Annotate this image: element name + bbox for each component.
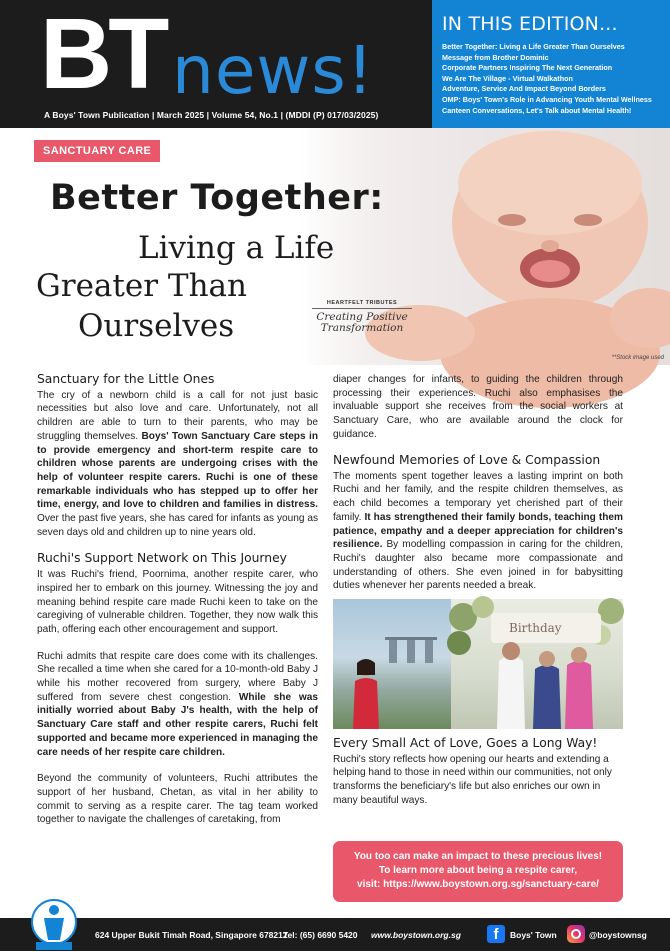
in-this-edition-panel	[432, 0, 670, 128]
heartfelt-tributes-badge	[312, 300, 412, 346]
edition-heading: IN THIS EDITION...	[442, 13, 618, 35]
marina-bay-sands-icon	[381, 633, 441, 663]
edition-item[interactable]: Better Together: Living a Life Greater Than Ourselves	[442, 42, 625, 51]
bt-news-logo	[40, 0, 430, 110]
article-right-column	[333, 373, 623, 821]
text-run: Over the past five years, she has cared for infants as young as seven days old and children up to nine years old.	[37, 513, 318, 538]
footer-instagram-link[interactable]: @boystownsg	[589, 930, 647, 940]
facebook-icon[interactable]: f	[487, 925, 505, 943]
family-photo	[333, 599, 623, 729]
edition-item[interactable]: Canteen Conversations, Let's Talk about Mental Health!	[442, 105, 632, 115]
footer-website-link[interactable]: www.boystown.org.sg	[371, 930, 461, 940]
bold-text: Boys' Town Sanctuary Care steps in to provide emergency and short-term respite care to children whose parents are undergoing crises with the help of volunteer respite carers. Ruchi is one of these remarkable individuals who has stepped up to offer her time, energy, and love to children and families in distress.	[37, 430, 319, 511]
hero-section	[0, 128, 670, 365]
publication-line: A Boys' Town Publication | March 2025 | Volume 54, No.1 | (MDDI (P) 017/03/2025)	[44, 110, 379, 120]
article-subtitle-line-3: Ourselves	[78, 308, 235, 344]
article-subtitle-line-2: Greater Than	[36, 268, 247, 304]
text-run: By modelling compassion in caring for the children, Ruchi's daughter also became more compassionate and understanding of others. She even joined in for babysitting duties whenever her parents needed a break.	[333, 539, 623, 592]
article-left-column	[37, 373, 318, 826]
article-title: Better Together:	[50, 178, 384, 218]
footer-address: 624 Upper Bukit Timah Road, Singapore 678212	[95, 930, 288, 940]
edition-item[interactable]: We Are The Village - Virtual Walkathon	[442, 73, 573, 83]
cta-line-2: To learn more about being a respite carer,	[378, 865, 578, 876]
text-run: The moments spent together leaves a lasting imprint on both Ruchi and her family, and the respite children themselves, as each child becomes a temporary yet cherished part of their family.	[333, 470, 623, 523]
footer	[0, 918, 670, 951]
continued-text: diaper changes for infants, to guiding the children through processing their experiences. Ruchi also emphasises the invaluable support she receives from the social workers at Sanctuary Care, who are available around the clock for guidance.	[333, 374, 623, 440]
bold-text: While she was initially worried about Baby J's health, with the help of Sanctuary Care staff and other respite carers, Ruchi felt supported and became more experienced in managing the care needs of her respite care children.	[37, 691, 318, 758]
section-heading: Sanctuary for the Little Ones	[37, 372, 215, 386]
edition-item[interactable]: OMP: Boys' Town's Role in Advancing Youth Mental Wellness	[442, 94, 652, 104]
edition-item[interactable]: Corporate Partners Inspiring The Next Generation	[442, 63, 613, 73]
paragraph-continued	[333, 373, 623, 441]
paragraph	[37, 650, 318, 760]
section-tag: SANCTUARY CARE	[34, 140, 160, 162]
badge-line-1: Creating Positive	[316, 311, 408, 323]
cta-line-3	[333, 878, 623, 892]
cta-line-1: You too can make an impact to these precious lives!	[353, 851, 603, 862]
paragraph: It was Ruchi's friend, Poornima, another respite carer, who inspired her to embark on this journey. Witnessing the joy and meaning behind respite care made Ruchi keen to take on the caregiving of vulnerable children. Together, they now walk this path, offering each other encouragement and support.	[37, 569, 318, 635]
photo-right-birthday	[451, 599, 623, 729]
photo-left-marina	[333, 599, 451, 729]
woman-in-red-figure	[347, 659, 385, 729]
birthday-balloons-illustration	[451, 599, 623, 729]
article-subtitle-line-1: Living a Life	[138, 230, 335, 266]
paragraph: Beyond the community of volunteers, Ruchi attributes the support of her husband, Chetan, as vital in her ability to commit to serving as a respite carer. The tag team worked together to navigate the challenges of caretaking, from	[37, 773, 318, 826]
logo-news: news!	[172, 32, 375, 109]
edition-item[interactable]: Adventure, Service And Impact Beyond Borders	[442, 84, 606, 94]
section-heading: Every Small Act of Love, Goes a Long Way!	[333, 736, 598, 751]
section-heading: Newfound Memories of Love & Compassion	[333, 453, 601, 467]
footer-facebook-link[interactable]: Boys' Town	[510, 930, 557, 940]
text-run: The cry of a newborn child is a call for not just basic necessities but also love and care. Unfortunately, not all children are able to turn to their parents, who may be struggling themselves.	[37, 389, 318, 442]
sanctuary-care-link[interactable]: https://www.boystown.org.sg/sanctuary-care/	[383, 879, 599, 890]
bold-text: It has strengthened their family bonds, teaching them patience, empathy and a deeper appreciation for children's resilience.	[333, 511, 624, 551]
call-to-action-box	[333, 841, 623, 902]
masthead	[0, 0, 670, 128]
paragraph	[333, 470, 623, 593]
paragraph: Ruchi's story reflects how opening our hearts and extending a helping hand to those in need within our communities, not only transforms the beneficiary's life but also enriches our own in many beautiful ways.	[333, 753, 612, 806]
edition-item[interactable]: Message from Brother Dominic	[442, 52, 549, 62]
instagram-icon[interactable]	[567, 925, 585, 943]
badge-line-2: Transformation	[320, 322, 404, 334]
footer-telephone[interactable]: Tel: (65) 6690 5420	[283, 930, 358, 940]
boys-town-logo	[30, 896, 78, 952]
birthday-banner: Birthday	[509, 621, 562, 636]
logo-bt: BT	[40, 0, 166, 110]
cta-visit-label: visit:	[357, 879, 384, 890]
paragraph	[37, 389, 318, 540]
edition-list	[442, 42, 662, 116]
text-run: Ruchi admits that respite care does come with its challenges. She recalled a time when she cared for a 10-month-old Baby J while his mother recovered from surgery, where Baby J suffered from severe chest congestion.	[37, 650, 318, 703]
badge-top-text: HEARTFELT TRIBUTES	[312, 300, 412, 309]
stock-image-note: **Stock image used	[611, 355, 664, 361]
section-heading: Ruchi's Support Network on This Journey	[37, 551, 287, 566]
